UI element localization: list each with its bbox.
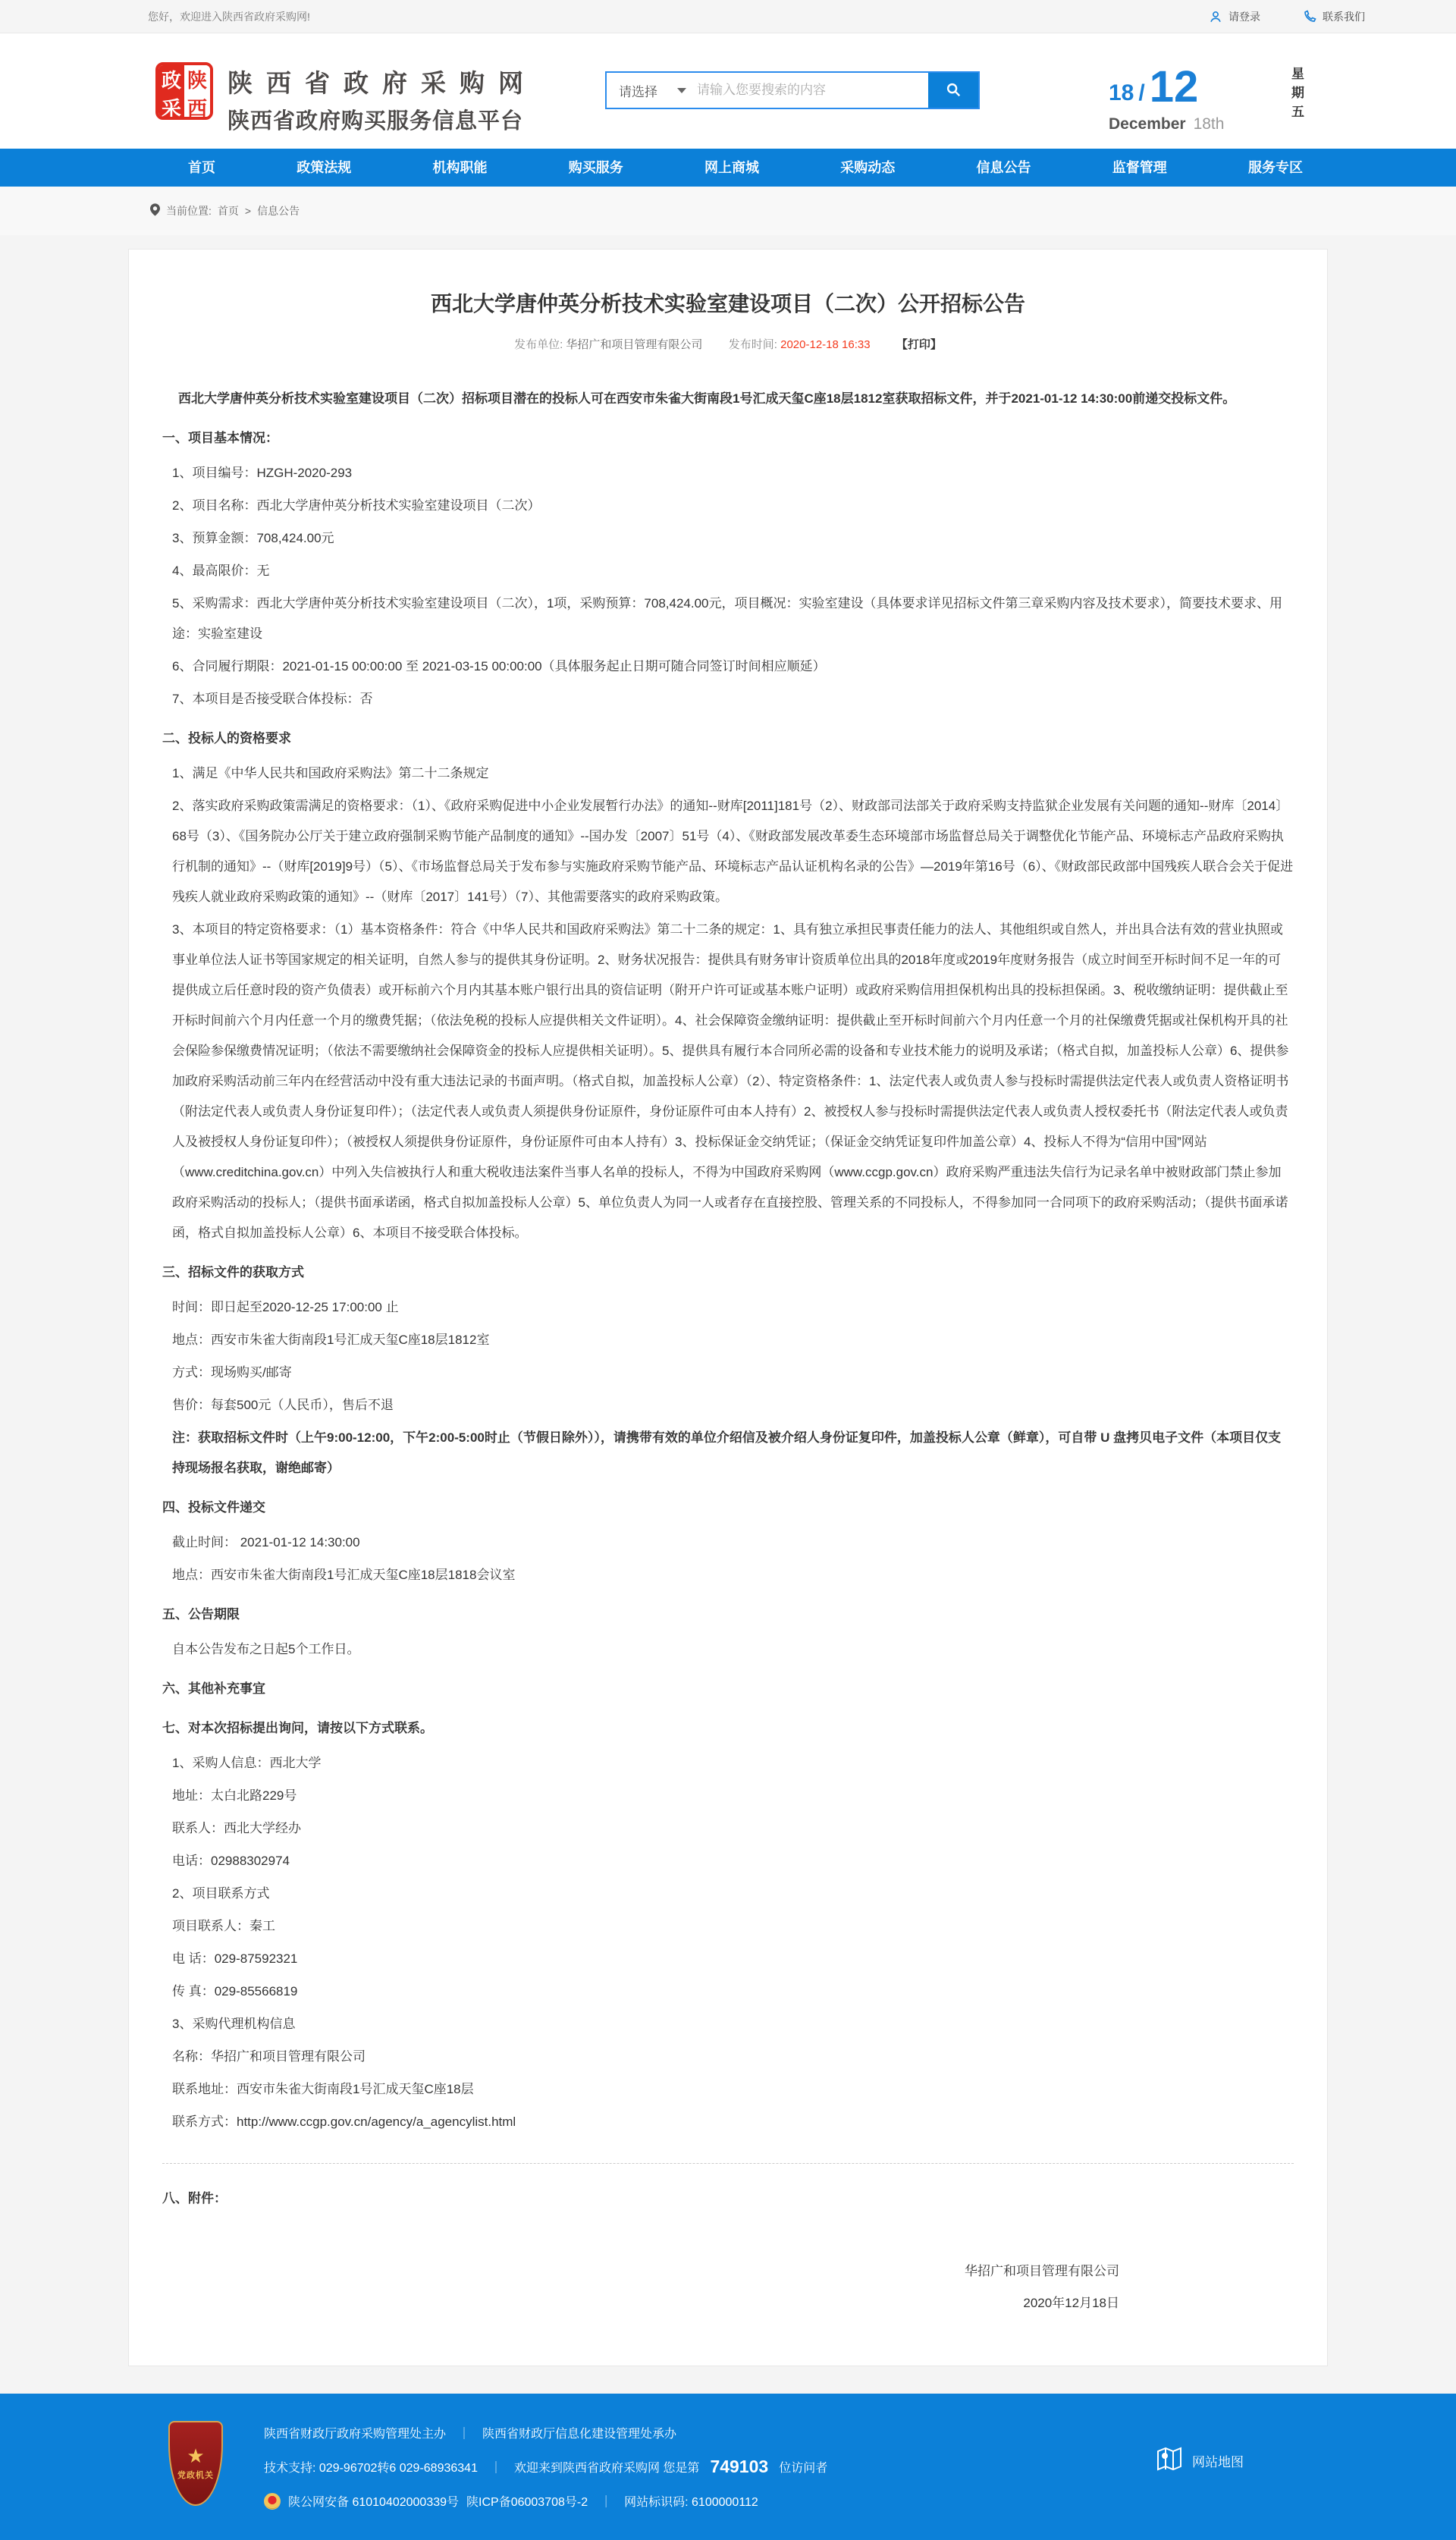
nav-item-9[interactable]: 服务专区 [1248, 160, 1303, 175]
nav-item-3[interactable]: 机构职能 [432, 160, 488, 175]
date-slash: / [1138, 80, 1145, 105]
logo-char: 陕 [184, 65, 210, 93]
section-paragraph: 联系人：西北大学经办 [172, 1821, 301, 1835]
section-heading-1: 一、项目基本情况： [162, 431, 278, 445]
contact-label: 联系我们 [1323, 11, 1365, 23]
police-badge-icon [264, 2493, 281, 2510]
police-beian-link[interactable]: 陕公网安备 61010402000339号 [288, 2496, 460, 2509]
attachment-divider [162, 2163, 1294, 2164]
star-icon: ★ [187, 2444, 205, 2467]
breadcrumb-label: 当前位置: [166, 205, 212, 217]
location-pin-icon [150, 203, 160, 218]
contact-link[interactable] [1303, 9, 1365, 24]
logo-char: 政 [158, 65, 184, 93]
badge-label: 党政机关 [177, 2471, 214, 2480]
date-day: 18 [1109, 80, 1134, 105]
nav-item-7[interactable]: 信息公告 [976, 160, 1031, 175]
article-body [162, 384, 1294, 2319]
sitemap-link[interactable] [1154, 2444, 1244, 2478]
section-paragraph: 联系地址：西安市朱雀大街南段1号汇成天玺C座18层 [172, 2082, 474, 2096]
breadcrumb-separator: > [244, 205, 252, 217]
site-logo[interactable] [155, 62, 213, 120]
section-paragraph: 地址：太白北路229号 [172, 1788, 297, 1803]
breadcrumb [0, 187, 1456, 235]
section-paragraph: 自本公告发布之日起5个工作日。 [172, 1642, 360, 1656]
section-paragraph: 电话：02988302974 [172, 1854, 290, 1868]
article-sections [162, 423, 1294, 2214]
footer-pipe: ｜ [600, 2496, 613, 2509]
nav-item-4[interactable]: 购买服务 [568, 160, 623, 175]
publisher-label: 发布单位: [514, 338, 563, 351]
section-paragraph: 地点：西安市朱雀大街南段1号汇成天玺C座18层1818会议室 [172, 1568, 516, 1582]
sitemap-label: 网站地图 [1192, 2455, 1244, 2469]
section-paragraph: 传 真：029-85566819 [172, 1984, 298, 1998]
signature-date: 2020年12月18日 [1023, 2296, 1119, 2310]
section-heading-3: 三、招标文件的获取方式 [162, 1265, 304, 1279]
search-category-select[interactable] [607, 73, 697, 108]
section-paragraph: 注：获取招标文件时（上午9:00-12:00，下午2:00-5:00时止（节假日除外）），请携带有效的单位介绍信及被介绍人身份证复印件，加盖投标人公章（鲜章），可自带 U 盘拷贝电子文件（本项目仅支持现场报名获取，谢绝邮寄） [172, 1430, 1282, 1475]
site-code: 网站标识码: 6100000112 [624, 2496, 758, 2509]
breadcrumb-current[interactable]: 信息公告 [257, 205, 300, 217]
date-month: 12 [1149, 62, 1199, 111]
section-paragraph: 2、项目联系方式 [172, 1886, 270, 1901]
publish-time-value: 2020-12-18 16:33 [780, 338, 871, 351]
nav-item-2[interactable]: 政策法规 [297, 160, 352, 175]
article-card [128, 249, 1328, 2366]
logo-char: 西 [184, 93, 210, 120]
date-widget [1109, 62, 1306, 133]
section-paragraph: 6、合同履行期限：2021-01-15 00:00:00 至 2021-03-15 00:00:00（具体服务起止日期可随合同签订时间相应顺延） [172, 659, 826, 673]
site-subtitle: 陕西省政府购买服务信息平台 [228, 109, 524, 133]
footer-pipe: ｜ [489, 2462, 502, 2475]
section-paragraph: 名称：华招广和项目管理有限公司 [172, 2049, 366, 2064]
topbar-links [1209, 0, 1365, 33]
date-english [1109, 115, 1306, 133]
signature-company: 华招广和项目管理有限公司 [965, 2264, 1119, 2278]
section-paragraph: 地点：西安市朱雀大街南段1号汇成天玺C座18层1812室 [172, 1333, 490, 1347]
search-button[interactable] [928, 73, 978, 108]
site-header [0, 33, 1456, 149]
date-day-en: 18th [1193, 115, 1225, 133]
section-paragraph: 售价：每套500元（人民币），售后不退 [172, 1398, 394, 1412]
user-icon [1209, 10, 1222, 24]
party-gov-badge [168, 2421, 223, 2506]
top-bar [0, 0, 1456, 33]
site-footer [0, 2394, 1456, 2540]
signature-block [162, 2256, 1294, 2319]
section-paragraph: 项目联系人：秦工 [172, 1919, 275, 1933]
print-button[interactable]: 【打印】 [896, 338, 942, 351]
site-name: 陕西省政府采购网 [228, 69, 537, 97]
section-paragraph: 电 话：029-87592321 [172, 1951, 298, 1966]
footer-host-sub: 陕西省财政厅信息化建设管理处承办 [482, 2428, 677, 2441]
breadcrumb-home-link[interactable]: 首页 [217, 205, 239, 217]
page-title: 西北大学唐仲英分析技术实验室建设项目（二次）公开招标公告 [430, 292, 1025, 316]
map-icon [1154, 2444, 1185, 2478]
section-paragraph: 联系方式：http://www.ccgp.gov.cn/agency/a_agencylist.html [172, 2115, 516, 2129]
article-intro: 西北大学唐仲英分析技术实验室建设项目（二次）招标项目潜在的投标人可在西安市朱雀大街南段1号汇成天玺C座18层1812室获取招标文件，并于2021-01-12 14:30:00前递交投标文件。 [178, 391, 1236, 406]
section-paragraph: 方式：现场购买/邮寄 [172, 1365, 292, 1380]
icp-beian-link[interactable]: 陕ICP备06003708号-2 [466, 2496, 588, 2509]
section-heading-7: 七、对本次招标提出询问，请按以下方式联系。 [162, 1721, 433, 1735]
footer-welcome-prefix: 欢迎来到陕西省政府采购网 您是第 [513, 2462, 700, 2475]
main-nav [0, 149, 1456, 187]
section-paragraph: 3、本项目的特定资格要求：（1）基本资格条件：符合《中华人民共和国政府采购法》第二十二条的规定：1、具有独立承担民事责任能力的法人、其他组织或自然人，并出具合法有效的营业执照或事业单位法人证书等国家规定的相关证明，自然人参与的提供其身份证明。2、财务状况报告：提供具有财务审计资质单位出具的2018年度或2019年度财务报告（成立时间至开标时间不足一年的可提供成立后任意时段的资产负债表）或开标前六个月内其基本账户银行出具的资信证明（附开户许可证或基本账户证明）或政府采购信用担保机构出具的投标担保函。3、税收缴纳证明：提供截止至开标时间前六个月内任意一个月的缴费凭据；（依法免税的投标人应提供相关文件证明）。4、社会保障资金缴纳证明：提供截止至开标时间前六个月内任意一个月的社保缴费凭据或社保机构开具的社会保险参保缴费情况证明；（依法不需要缴纳社会保障资金的投标人应提供相关证明）。5、提供具有履行本合同所必需的设备和专业技术能力的说明及承诺；（格式自拟，加盖投标人公章）6、提供参加政府采购活动前三年内在经营活动中没有重大违法记录的书面声明。（格式自拟，加盖投标人公章）（2）、特定资格条件：1、法定代表人或负责人参与投标时需提供法定代表人或负责人资格证明书（附法定代表人或负责人身份证复印件）；（法定代表人或负责人须提供身份证原件，身份证原件可由本人持有）2、被授权人参与投标时需提供法定代表人或负责人授权委托书（附法定代表人或负责人及被授权人身份证复印件）；（被授权人须提供身份证原件，身份证原件可由本人持有）3、投标保证金交纳凭证；（保证金交纳凭证复印件加盖公章）4、投标人不得为“信用中国”网站（www.creditchina.gov.cn）中列入失信被执行人和重大税收违法案件当事人名单的投标人，不得为中国政府采购网（www.ccgp.gov.cn）政府采购严重违法失信行为记录名单中被财政部门禁止参加政府采购活动的投标人；（提供书面承诺函，格式自拟加盖投标人公章）5、单位负责人为同一人或者存在直接控股、管理关系的不同投标人，不得参加同一合同项下的政府采购活动；（提供书面承诺函，格式自拟加盖投标人公章）6、本项目不接受联合体投标。 [172, 922, 1289, 1240]
section-paragraph: 7、本项目是否接受联合体投标：否 [172, 692, 373, 706]
section-heading-5: 五、公告期限 [162, 1607, 240, 1622]
search-box [605, 71, 980, 109]
footer-support-line [264, 2457, 827, 2477]
footer-host-main: 陕西省财政厅政府采购管理处主办 [264, 2428, 447, 2441]
section-paragraph: 1、满足《中华人民共和国政府采购法》第二十二条规定 [172, 766, 489, 780]
search-icon [945, 81, 962, 100]
section-paragraph: 2、落实政府采购政策需满足的资格要求：（1）、《政府采购促进中小企业发展暂行办法》的通知--财库[2011]181号（2）、财政部司法部关于政府采购支持监狱企业发展有关问题的通知--财库〔2014〕68号（3）、《国务院办公厅关于建立政府强制采购节能产品制度的通知》--国办发〔2007〕51号（4）、《财政部发展改革委生态环境部市场监督总局关于调整优化节能产品、环境标志产品政府采购执行机制的通知》--（财库[2019]9号）（5）、《市场监督总局关于发布参与实施政府采购节能产品、环境标志产品认证机构名录的公告》—2019年第16号（6）、《财政部民政部中国残疾人联合会关于促进残疾人就业政府采购政策的通知》--（财库〔2017〕141号）（7）、其他需要落实的政府采购政策。 [172, 799, 1294, 904]
visitor-count: 749103 [710, 2457, 769, 2476]
section-paragraph: 4、最高限价：无 [172, 564, 270, 578]
phone-icon [1303, 10, 1316, 24]
section-paragraph: 2、项目名称：西北大学唐仲英分析技术实验室建设项目（二次） [172, 498, 541, 513]
section-paragraph: 截止时间： 2021-01-12 14:30:00 [172, 1535, 360, 1549]
logo-char: 采 [158, 93, 184, 120]
section-paragraph: 时间：即日起至2020-12-25 17:00:00 止 [172, 1300, 399, 1314]
section-heading-2: 二、投标人的资格要求 [162, 731, 291, 746]
search-select-label: 请选择 [619, 84, 657, 99]
section-paragraph: 1、项目编号：HZGH-2020-293 [172, 466, 353, 480]
section-paragraph: 3、采购代理机构信息 [172, 2017, 296, 2031]
section-paragraph: 5、采购需求：西北大学唐仲英分析技术实验室建设项目（二次），1项，采购预算：708,424.00元，项目概况：实验室建设（具体要求详见招标文件第三章采购内容及技术要求），简要技术要求、用途：实验室建设 [172, 596, 1282, 641]
section-heading-4: 四、投标文件递交 [162, 1500, 265, 1515]
nav-item-6[interactable]: 采购动态 [840, 160, 896, 175]
publisher-value: 华招广和项目管理有限公司 [566, 338, 703, 351]
section-paragraph: 1、采购人信息：西北大学 [172, 1756, 322, 1770]
footer-text [264, 2424, 827, 2525]
login-label: 请登录 [1228, 11, 1260, 23]
nav-item-1[interactable]: 首页 [188, 160, 215, 175]
section-paragraph: 3、预算金额：708,424.00元 [172, 531, 334, 545]
chevron-down-icon [677, 88, 686, 93]
welcome-text: 您好，欢迎进入陕西省政府采购网! [148, 11, 310, 23]
date-month-en: December [1109, 115, 1186, 133]
date-weekday: 星期五 [1289, 67, 1304, 124]
section-heading-6: 六、其他补充事宜 [162, 1681, 265, 1696]
nav-items [188, 149, 1303, 187]
section-heading-8: 八、附件： [162, 2191, 227, 2206]
footer-tech-support: 技术支持: 029-96702转6 029-68936341 [264, 2462, 478, 2475]
date-numbers [1109, 62, 1306, 111]
footer-pipe: ｜ [458, 2428, 471, 2441]
footer-host-line [264, 2424, 827, 2441]
search-input[interactable] [697, 73, 928, 108]
main-area [0, 187, 1456, 2394]
footer-welcome-suffix: 位访问者 [779, 2462, 828, 2475]
publish-time-label: 发布时间: [728, 338, 777, 351]
site-titles [228, 64, 537, 135]
article-meta [162, 336, 1294, 352]
footer-beian-line [264, 2492, 827, 2510]
nav-item-5[interactable]: 网上商城 [704, 160, 759, 175]
login-link[interactable] [1209, 9, 1260, 24]
nav-item-8[interactable]: 监督管理 [1112, 160, 1167, 175]
